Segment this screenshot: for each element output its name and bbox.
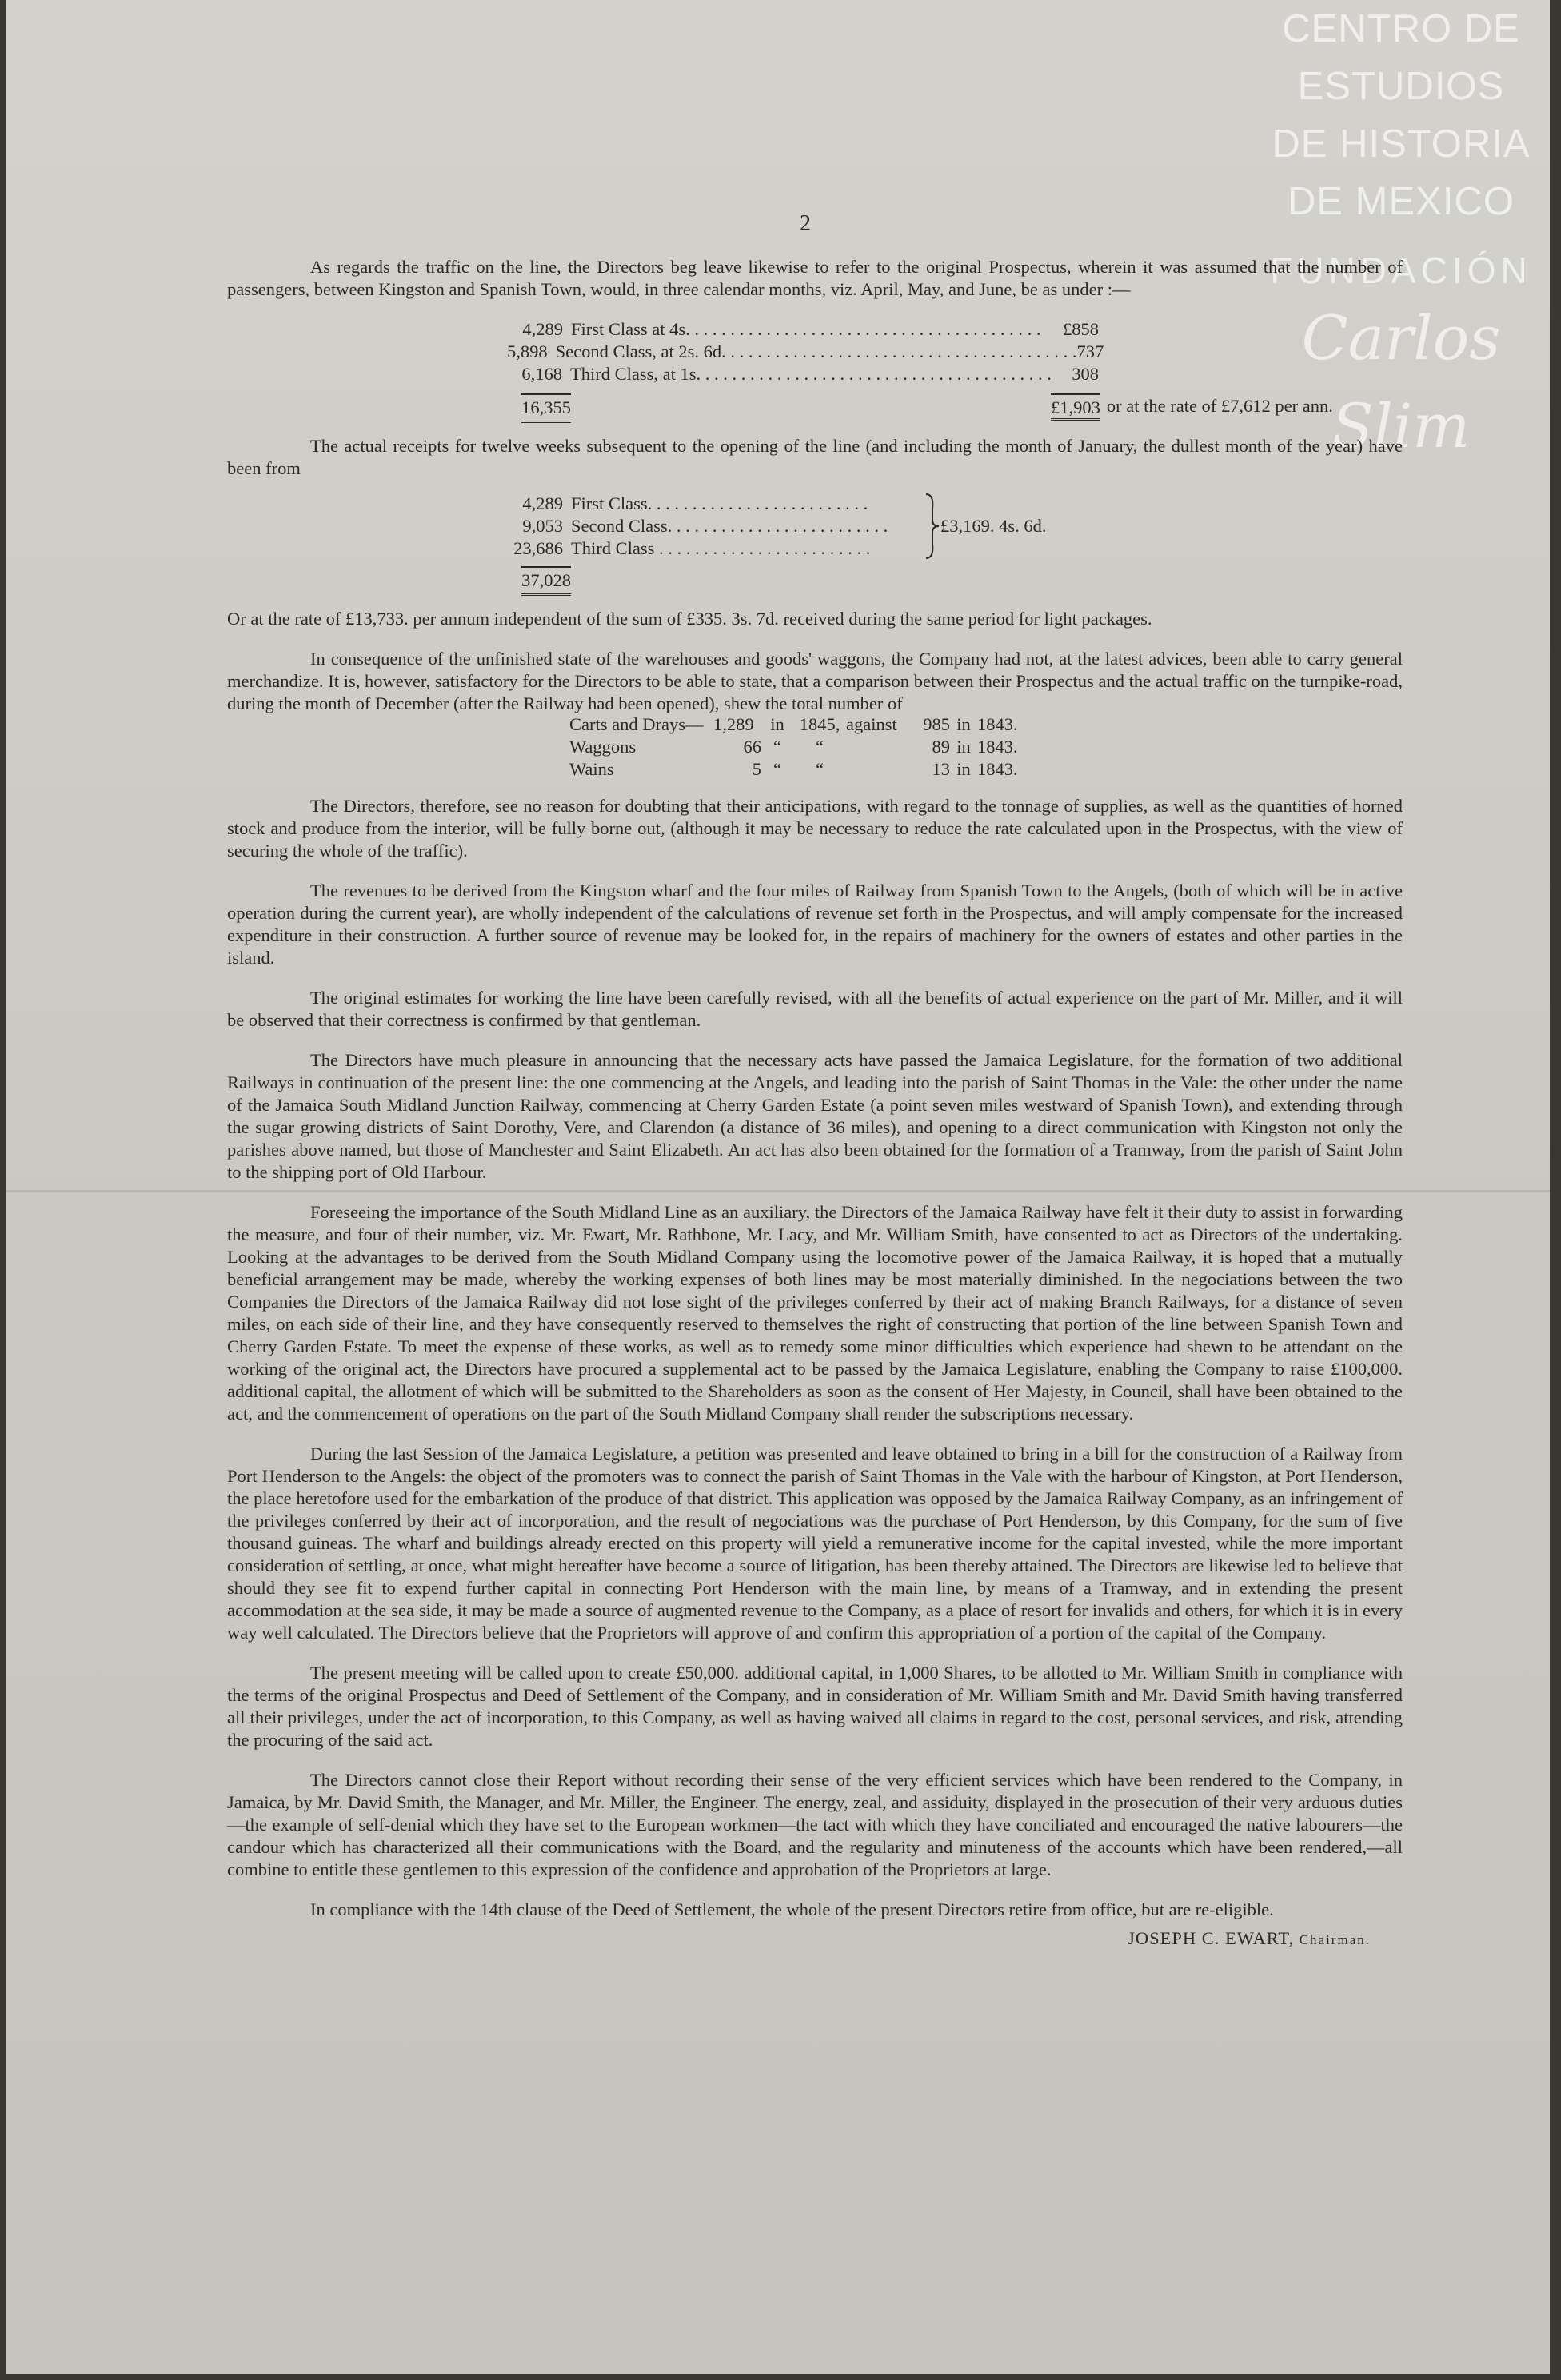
table-row	[569, 736, 1065, 758]
count-1845: 66	[743, 737, 761, 757]
table-row	[569, 713, 1065, 736]
paragraph: The Directors cannot close their Report without recording their sense of the very efficient services which have been rendered to the Company, in Jamaica, by Mr. David Smith, the Manager, and Mr. Miller, the Engineer. The energy, zeal, and assiduity, displayed in the prosecution of their very arduous duties—the example of self-denial which they have set to the European workmen—the tact with which they have conciliated and encouraged the native labourers—the candour which has characterized all their communications with the Board, and the regularity and minuteness of the accounts which have been rendered,—all combine to entitle these gentlemen to this expression of the confidence and approbation of the Proprietors at large.	[227, 1770, 1403, 1879]
vehicle-label: Waggons	[569, 737, 637, 757]
in-word: in	[956, 759, 971, 779]
receipts-amount: £3,169. 4s. 6d.	[940, 516, 1047, 536]
dot-leader: . . . . . . . . . . . . . . . . . . . . . . . . .	[647, 493, 868, 513]
paragraph: In compliance with the 14th clause of the Deed of Settlement, the whole of the present Directors retire from office, but are re-eligible.	[310, 1899, 1274, 1919]
watermark-line: DE MEXICO	[1288, 180, 1515, 223]
ditto-mark: “	[816, 737, 824, 757]
total-passengers: 37,028	[521, 566, 571, 596]
vehicle-label: Carts and Drays—	[569, 714, 704, 734]
class-label: First Class at 4s.	[571, 319, 690, 339]
ditto-mark: “	[773, 737, 781, 757]
totals-row	[507, 393, 1403, 421]
class-label: Second Class, at 2s. 6d.	[555, 341, 726, 361]
passenger-count: 9,053	[522, 516, 563, 536]
total-passengers: 16,355	[521, 393, 571, 423]
paragraph: During the last Session of the Jamaica Legislature, a petition was presented and leave obtained to bring in a bill for the construction of a Railway from Port Henderson to the Angels: the object of the promoters was to connect the parish of Saint Thomas in the Vale with the harbour of Kingston, at Port Henderson, the place heretofore used for the embarkation of the produce of that district. This application was opposed by the Jamaica Railway Company, as an infringement of the privileges conferred by their act of incorporation, and the result of negociations was the purchase of Port Henderson, by this Company, for the sum of five thousand guineas. The wharf and buildings already erected on this property will yield a remunerative income for the capital invested, while the more important consideration of settling, at once, what might hereafter have become a source of litigation, has been thereby attained. The Directors are likewise led to believe that should they see fit to expend further capital in connecting Port Henderson with the main line, by means of a Tramway, and in extending the present accommodation at the sea side, it may be made a source of augmented revenue to the Company, as a place of resort for invalids and others, for which it is in every way well calculated. The Directors believe that the Proprietors will approve of and confirm this appropriation of a portion of the capital of the Company.	[227, 1444, 1403, 1643]
passenger-count: 4,289	[522, 493, 563, 513]
receipts-table	[507, 493, 1147, 593]
amount: 737	[1076, 341, 1104, 361]
table-row	[507, 515, 923, 537]
paragraph: Foreseeing the importance of the South Midland Line as an auxiliary, the Directors of the Jamaica Railway have felt it their duty to assist in forwarding the measure, and four of their number, viz. Mr. Ewart, Mr. Rathbone, Mr. Lacy, and Mr. William Smith, have consented to act as Directors of the undertaking. Looking at the advantages to be derived from the South Midland Company using the locomotive power of the Jamaica Railway, it is hoped that a mutually beneficial arrangement may be made, whereby the working expenses of both lines may be most materially diminished. In the negociations between the two Companies the Directors of the Jamaica Railway did not lose sight of the privileges conferred by their act of making Branch Railways, for a distance of seven miles, on each side of their line, and they have consequently reserved to themselves the right of constructing that portion of the line between Spanish Town and Cherry Garden Estate. To meet the expense of these works, as well as to remedy some minor difficulties which experience had shewn to be attendant on the working of the original act, the Directors have procured a supplemental act to be passed by the Jamaica Legislature, enabling the Company to raise £100,000. additional capital, the allotment of which will be submitted to the Shareholders as soon as the consent of Her Majesty, in Council, shall have been obtained to the act, and the commencement of operations on the part of the South Midland Company shall render the subscriptions necessary.	[227, 1202, 1403, 1424]
table-row	[507, 493, 923, 515]
class-label: Second Class	[571, 516, 668, 536]
in-word: in	[956, 737, 971, 757]
totals-row	[507, 566, 1147, 593]
paragraph: As regards the traffic on the line, the Directors beg leave likewise to refer to the original Prospectus, wherein it was assumed that the number of passengers, between Kingston and Spanish Town, would, in three calendar months, viz. April, May, and June, be as under :—	[227, 257, 1403, 299]
against-word: against	[846, 714, 897, 734]
ditto-mark: “	[773, 759, 781, 779]
against-word	[846, 736, 913, 758]
watermark-signature: Carlos Slim	[1301, 302, 1501, 461]
table-row	[569, 758, 1065, 781]
paragraph: In consequence of the unfinished state of the warehouses and goods' waggons, the Company had not, at the latest advices, been able to carry general merchandize. It is, however, satisfactory for the Directors to be able to state, that a comparison between their Prospectus and the actual traffic on the turnpike-road, during the month of December (after the Railway had been opened), shew the total number of	[227, 649, 1403, 713]
year-1843: 1843.	[977, 759, 1018, 779]
paragraph: The Directors, therefore, see no reason for doubting that their anticipations, with regard to the tonnage of supplies, as well as the quantities of horned stock and produce from the interior, will be fully borne out, (although it may be necessary to reduce the rate calculated upon in the Prospectus, with the view of securing the whole of the traffic).	[227, 796, 1403, 861]
paragraph: The present meeting will be called upon to create £50,000. additional capital, in 1,000 Shares, to be allotted to Mr. William Smith in compliance with the terms of the original Prospectus and Deed of Settlement of the Company, and in consideration of Mr. William Smith and Mr. David Smith having transferred all their privileges, under the act of incorporation, to this Company, as well as having waived all claims in regard to the cost, personal services, and risk, attending the procuring of the said act.	[227, 1663, 1403, 1750]
prospectus-table	[507, 318, 1403, 421]
paragraph: The revenues to be derived from the Kingston wharf and the four miles of Railway from Spanish Town to the Angels, (both of which will be in active operation during the current year), are wholly independent of the calculations of revenue set forth in the Prospectus, and will amply compensate for the increased expenditure in their construction. A further source of revenue may be looked for, in the repairs of machinery for the owners of estates and other parties in the island.	[227, 881, 1403, 968]
count-1845: 5	[752, 759, 761, 779]
paragraph: Or at the rate of £13,733. per annum independent of the sum of £335. 3s. 7d. received during the same period for light packages.	[227, 609, 1152, 629]
in-word: in	[770, 714, 784, 734]
count-1843: 89	[932, 737, 950, 757]
class-label: First Class	[571, 493, 648, 513]
table-row	[507, 363, 1099, 385]
year-1843: 1843.	[977, 714, 1018, 734]
amount: £858	[1063, 319, 1099, 339]
passenger-count: 23,686	[513, 538, 563, 558]
signatory-title: Chairman.	[1299, 1932, 1371, 1947]
paragraph: The actual receipts for twelve weeks subsequent to the opening of the line (and including the month of January, the dullest month of the year) have been from	[227, 436, 1403, 478]
report-body	[227, 256, 1403, 1951]
watermark-sub: FUNDACIÓN	[1270, 250, 1532, 291]
year-1845: 1845,	[799, 714, 840, 734]
page-number: 2	[800, 211, 811, 236]
passenger-count: 5,898	[507, 341, 548, 361]
in-word: in	[956, 714, 971, 734]
dot-leader: . . . . . . . . . . . . . . . . . . . . . . . . . . . . . . . . . . . . . . .	[701, 364, 1052, 384]
against-word	[846, 758, 913, 781]
dot-leader: . . . . . . . . . . . . . . . . . . . . . . . . . . . . . . . . . . . . . . .	[725, 341, 1077, 361]
count-1845: 1,289	[713, 714, 754, 734]
passenger-count: 6,168	[521, 364, 562, 384]
dot-leader: . . . . . . . . . . . . . . . . . . . . . . . . .	[667, 516, 888, 536]
year-1843: 1843.	[977, 737, 1018, 757]
brace-icon	[923, 493, 940, 560]
annual-rate: or at the rate of £7,612 per ann.	[1106, 396, 1333, 416]
signatory-name: JOSEPH C. EWART,	[1128, 1928, 1295, 1948]
watermark-line: CENTRO DE	[1282, 7, 1520, 50]
paragraph: The original estimates for working the line have been carefully revised, with all the benefits of actual experience on the part of Mr. Miller, and it will be observed that their correctness is confirmed by that gentleman.	[227, 988, 1403, 1030]
count-1843: 13	[932, 759, 950, 779]
dot-leader: . . . . . . . . . . . . . . . . . . . . . . . .	[654, 538, 871, 558]
class-label: Third Class, at 1s.	[569, 364, 701, 384]
passenger-count: 4,289	[522, 319, 563, 339]
ditto-mark: “	[816, 759, 824, 779]
table-row	[507, 537, 923, 560]
watermark-line: ESTUDIOS	[1297, 65, 1505, 108]
class-label: Third Class	[571, 538, 655, 558]
total-amount: £1,903	[1051, 393, 1100, 421]
watermark-line: DE HISTORIA	[1272, 122, 1531, 166]
vehicle-label: Wains	[569, 759, 614, 779]
paragraph: The Directors have much pleasure in announcing that the necessary acts have passed the Jamaica Legislature, for the formation of two additional Railways in continuation of the present line: the one commencing at the Angels, and leading into the parish of Saint Thomas in the Vale: the other under the name of the Jamaica South Midland Junction Railway, commencing at Cherry Garden Estate (a point seven miles westward of Spanish Town), and extending through the sugar growing districts of Saint Dorothy, Vere, and Clarendon (a distance of 36 miles), and opening to a direct communication with Kingston not only the parishes above named, but those of Manchester and Saint Elizabeth. An act has also been obtained for the formation of a Tramway, from the parish of Saint John to the shipping port of Old Harbour.	[227, 1050, 1403, 1182]
signature	[227, 1927, 1403, 1951]
dot-leader: . . . . . . . . . . . . . . . . . . . . . . . . . . . . . . . . . . . . . . .	[689, 319, 1041, 339]
table-row	[507, 341, 1104, 363]
traffic-table	[569, 713, 1065, 781]
amount: 308	[1072, 364, 1099, 384]
count-1843: 985	[923, 714, 950, 734]
table-row	[507, 318, 1099, 341]
